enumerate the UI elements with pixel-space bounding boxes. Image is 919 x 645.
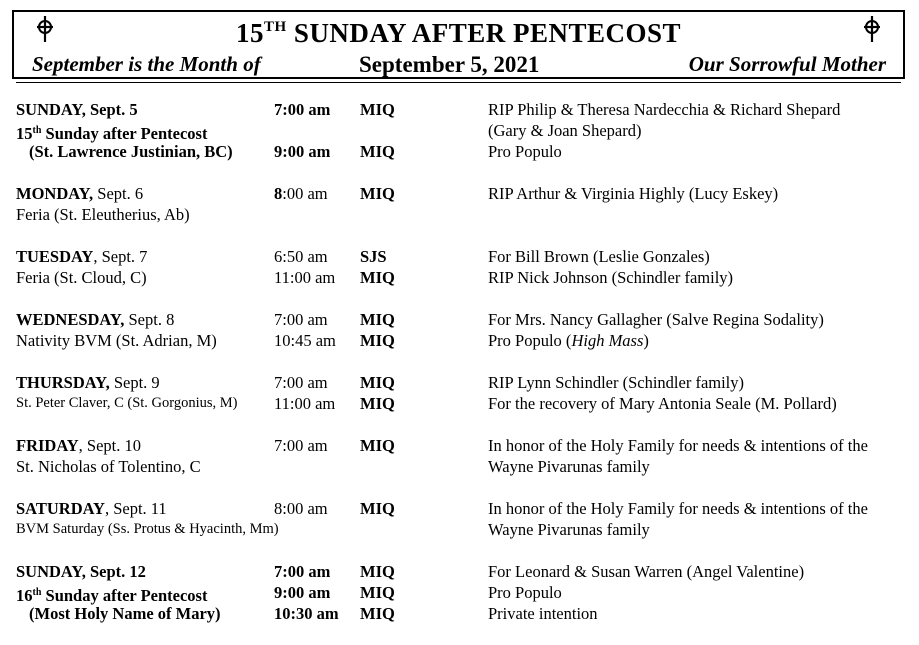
feast-line: Feria (St. Cloud, C) [16, 268, 147, 287]
mass-time: 8:00 am [274, 184, 328, 203]
month-dedication: Our Sorrowful Mother [688, 52, 886, 76]
mass-time: 8:00 am [274, 499, 328, 518]
mass-time: 9:00 am [274, 142, 331, 161]
celebrant: MIQ [360, 499, 395, 518]
day-name: SUNDAY, Sept. 5 [16, 100, 138, 119]
mass-intention: RIP Arthur & Virginia Highly (Lucy Eskey) [488, 184, 779, 203]
celebrant: MIQ [360, 268, 395, 287]
feast-line: 16th Sunday after Pentecost [16, 586, 208, 605]
mass-time: 9:00 am [274, 583, 331, 602]
day-name: THURSDAY, Sept. 9 [16, 373, 160, 392]
mass-time: 11:00 am [274, 268, 336, 287]
mass-intention: RIP Nick Johnson (Schindler family) [488, 268, 734, 287]
day-monday [16, 183, 911, 225]
bulletin-header [12, 10, 905, 79]
mass-time: 7:00 am [274, 373, 328, 392]
mass-time: 6:50 am [274, 247, 328, 266]
day-tuesday [16, 246, 911, 288]
day-name: SUNDAY, Sept. 12 [16, 562, 146, 581]
day-name: MONDAY, Sept. 6 [16, 184, 144, 203]
mass-intention: For Mrs. Nancy Gallagher (Salve Regina Sodality) [488, 310, 824, 329]
day-name: FRIDAY, Sept. 10 [16, 436, 141, 455]
celebrant: MIQ [360, 184, 395, 203]
mass-intention: In honor of the Holy Family for needs & intentions of the [488, 436, 868, 455]
celebrant: MIQ [360, 373, 395, 392]
mass-intention: (Gary & Joan Shepard) [488, 121, 642, 140]
mass-schedule [16, 99, 911, 645]
mass-intention: For the recovery of Mary Antonia Seale (M. Pollard) [488, 394, 837, 413]
mass-intention: Wayne Pivarunas family [488, 520, 650, 539]
celebrant: MIQ [360, 604, 395, 623]
feast-line: St. Peter Claver, C (St. Gorgonius, M) [16, 395, 238, 411]
mass-intention: In honor of the Holy Family for needs & intentions of the [488, 499, 868, 518]
celebrant: MIQ [360, 394, 395, 413]
celebrant: MIQ [360, 331, 395, 350]
day-friday [16, 435, 911, 477]
mass-time: 7:00 am [274, 100, 331, 119]
feast-line: St. Nicholas of Tolentino, C [16, 457, 201, 476]
mass-intention: Private intention [488, 604, 598, 623]
mass-intention: Pro Populo [488, 142, 562, 161]
celebrant: MIQ [360, 310, 395, 329]
feast-line: Nativity BVM (St. Adrian, M) [16, 331, 217, 350]
mass-time: 7:00 am [274, 310, 328, 329]
mass-intention: RIP Lynn Schindler (Schindler family) [488, 373, 745, 392]
celebrant: SJS [360, 247, 387, 266]
day-sunday-sept-12 [16, 561, 911, 624]
month-dedication-label: September is the Month of [32, 52, 261, 76]
celebrant: MIQ [360, 583, 395, 602]
mass-intention: Wayne Pivarunas family [488, 457, 650, 476]
celebrant: MIQ [360, 100, 395, 119]
day-sunday-sept-5 [16, 99, 911, 162]
mass-intention: Pro Populo (High Mass) [488, 331, 649, 350]
day-name: TUESDAY, Sept. 7 [16, 247, 148, 266]
day-wednesday [16, 309, 911, 351]
mass-intention: Pro Populo [488, 583, 562, 602]
celebrant: MIQ [360, 142, 395, 161]
mass-intention: RIP Philip & Theresa Nardecchia & Richard Shepard [488, 100, 841, 119]
day-saturday [16, 498, 911, 540]
mass-time: 7:00 am [274, 436, 328, 455]
day-name: SATURDAY, Sept. 11 [16, 499, 167, 518]
bulletin-date: September 5, 2021 [359, 52, 540, 77]
feast-line: BVM Saturday (Ss. Protus & Hyacinth, Mm) [16, 521, 279, 537]
mass-time: 7:00 am [274, 562, 331, 581]
day-thursday [16, 372, 911, 414]
mass-time: 11:00 am [274, 394, 336, 413]
feast-line: (St. Lawrence Justinian, BC) [29, 142, 233, 161]
day-name: WEDNESDAY, Sept. 8 [16, 310, 175, 329]
mass-intention: For Leonard & Susan Warren (Angel Valentine) [488, 562, 805, 581]
page-title: 15TH SUNDAY AFTER PENTECOST [235, 18, 682, 48]
celebrant: MIQ [360, 562, 395, 581]
mass-time: 10:45 am [274, 331, 336, 350]
feast-line: 15th Sunday after Pentecost [16, 124, 208, 143]
feast-line: Feria (St. Eleutherius, Ab) [16, 205, 190, 224]
celebrant: MIQ [360, 436, 395, 455]
cross-icon [861, 15, 883, 43]
mass-intention: For Bill Brown (Leslie Gonzales) [488, 247, 710, 266]
mass-time: 10:30 am [274, 604, 339, 623]
feast-line: (Most Holy Name of Mary) [29, 604, 221, 623]
